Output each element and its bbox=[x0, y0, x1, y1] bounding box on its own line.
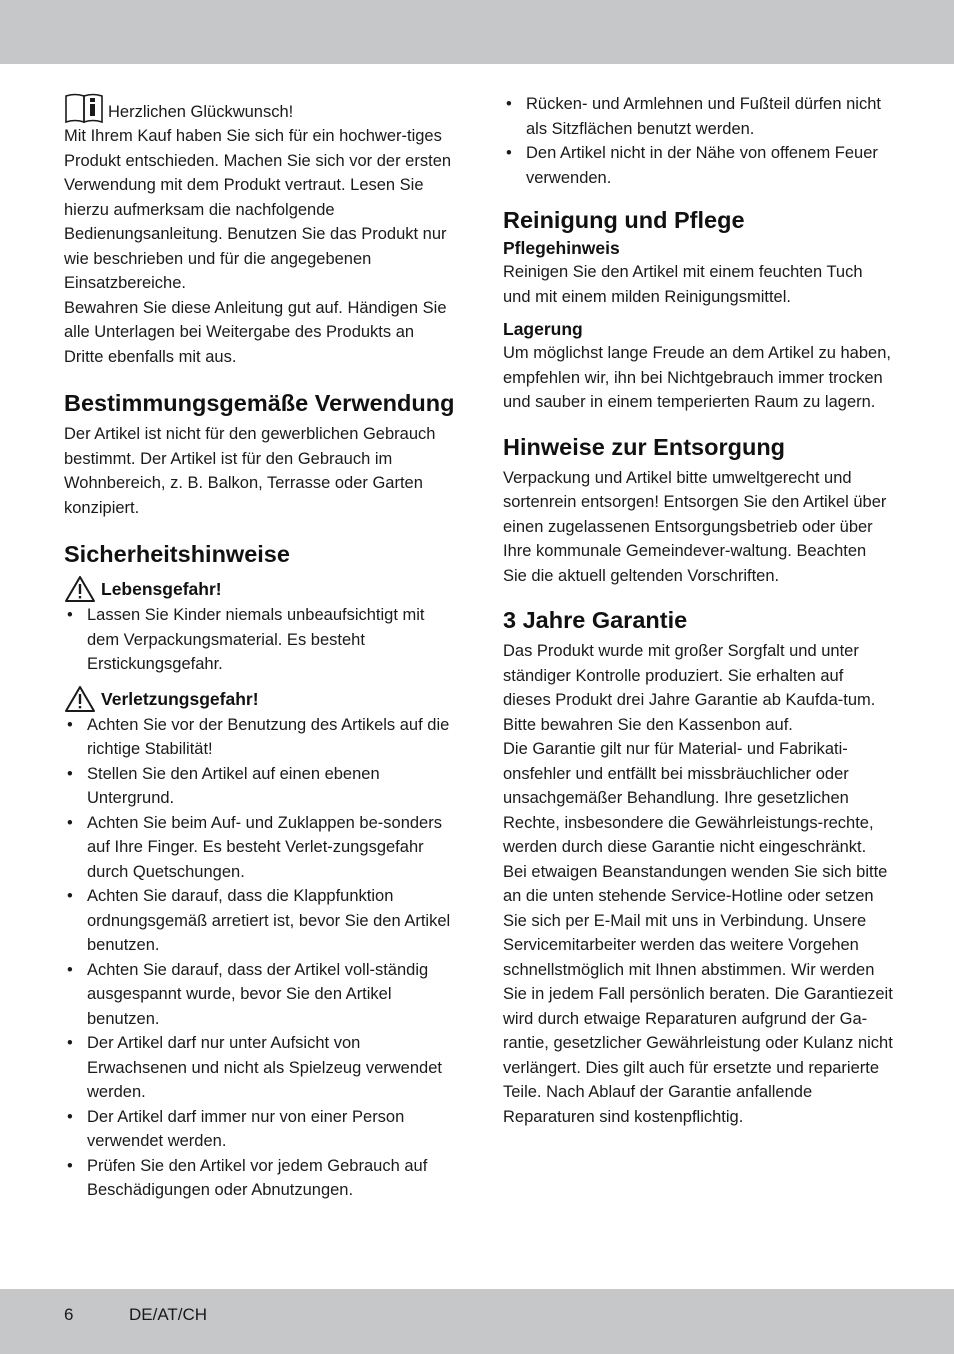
care-section bbox=[503, 204, 893, 415]
danger-title-life: Lebensgefahr! bbox=[101, 579, 222, 599]
list-item: • Prüfen Sie den Artikel vor jedem Gebrauch auf Beschädigungen oder Abnutzungen. bbox=[64, 1154, 456, 1203]
danger-heading-life bbox=[64, 575, 456, 603]
list-item: • Stellen Sie den Artikel auf einen ebenen Untergrund. bbox=[64, 762, 456, 811]
danger-heading-injury bbox=[64, 685, 456, 713]
manual-info-icon bbox=[64, 92, 106, 124]
disposal-section bbox=[503, 431, 893, 589]
danger-list-injury bbox=[64, 713, 456, 1203]
page-number: 6 bbox=[64, 1305, 74, 1324]
warning-triangle-icon bbox=[64, 685, 96, 713]
danger-title-injury: Verletzungsgefahr! bbox=[101, 688, 259, 709]
care-heading: Reinigung und Pflege bbox=[503, 207, 745, 233]
right-column bbox=[503, 92, 893, 1129]
list-item: • Achten Sie darauf, dass die Klappfunktion ordnungsgemäß arretiert ist, bevor Sie den Artikel benutzen. bbox=[64, 884, 456, 958]
storage-text: Um möglichst lange Freude an dem Artikel zu haben, empfehlen wir, ihn bei Nichtgebrauch immer trocken und sauber in einem temperierten Raum zu lagern. bbox=[503, 344, 891, 411]
intro-paragraph-1: Mit Ihrem Kauf haben Sie sich für ein hochwer-tiges Produkt entschieden. Machen Sie sich vor der ersten Verwendung mit dem Produkt vertraut. Lesen Sie hierzu aufmerksam die nachfolgende Bedienungsanleitung. Benutzen Sie das Produkt nur wie beschrieben und für die angegebenen Einsatzbereiche. bbox=[64, 127, 452, 292]
warranty-section bbox=[503, 604, 893, 1129]
footer-bar bbox=[0, 1289, 954, 1354]
intro-heading bbox=[64, 92, 456, 124]
usage-section bbox=[64, 387, 456, 520]
usage-heading: Bestimmungsgemäße Verwendung bbox=[64, 390, 455, 416]
usage-text: Der Artikel ist nicht für den gewerblichen Gebrauch bestimmt. Der Artikel ist für den Gebrauch im Wohnbereich, z. B. Balkon, Terrasse oder Garten konzipiert. bbox=[64, 425, 436, 517]
disposal-text: Verpackung und Artikel bitte umweltgerecht und sortenrein entsorgen! Entsorgen Sie den Artikel über einen zugelassenen Entsorgungsbetrieb oder über Ihre kommunale Gemeindever-waltung. Beachten Sie die aktuell geltenden Vorschriften. bbox=[503, 468, 887, 585]
intro-paragraph-2: Bewahren Sie diese Anleitung gut auf. Händigen Sie alle Unterlagen bei Weitergabe des Produkts an Dritte ebenfalls mit aus. bbox=[64, 298, 447, 366]
warranty-heading: 3 Jahre Garantie bbox=[503, 607, 688, 633]
continued-safety-list bbox=[503, 92, 893, 190]
care-text: Reinigen Sie den Artikel mit einem feuchten Tuch und mit einem milden Reinigungsmittel. bbox=[503, 263, 863, 306]
left-column bbox=[64, 92, 456, 1203]
safety-section bbox=[64, 538, 456, 1203]
danger-list-life bbox=[64, 603, 456, 677]
list-item: • Der Artikel darf nur unter Aufsicht von Erwachsenen und nicht als Spielzeug verwendet werden. bbox=[64, 1031, 456, 1105]
warranty-paragraph-1: Das Produkt wurde mit großer Sorgfalt und unter ständiger Kontrolle produziert. Sie erhalten auf dieses Produkt drei Jahre Garantie ab Kaufda-tum. Bitte bewahren Sie den Kassenbon auf. bbox=[503, 642, 876, 734]
intro-title: Herzlichen Glückwunsch! bbox=[108, 102, 294, 121]
warning-triangle-icon bbox=[64, 575, 96, 603]
list-item: • Achten Sie vor der Benutzung des Artikels auf die richtige Stabilität! bbox=[64, 713, 456, 762]
list-item: • Achten Sie beim Auf- und Zuklappen be-sonders auf Ihre Finger. Es besteht Verlet-zungsgefahr durch Quetschungen. bbox=[64, 811, 456, 885]
disposal-heading: Hinweise zur Entsorgung bbox=[503, 433, 786, 460]
list-item: • Der Artikel darf immer nur von einer Person verwendet werden. bbox=[64, 1105, 456, 1154]
warranty-paragraph-2: Die Garantie gilt nur für Material- und Fabrikati-onsfehler und entfällt bei missbräuchlicher oder unsachgemäßer Behandlung. Ihre gesetzlichen Rechte, insbesondere die Gewährleistungs-rechte, werden durch diese Garantie nicht eingeschränkt. Bei etwaigen Beanstandungen wenden Sie sich bitte an die unten stehende Service-Hotline oder setzen Sie sich per E-Mail mit uns in Verbindung. Unsere Servicemitarbeiter werden das weitere Vorgehen schnellstmöglich mit Ihnen abstimmen. Wir werden Sie in jedem Fall persönlich beraten. Die Garantiezeit wird durch etwaige Reparaturen aufgrund der Ga-rantie, gesetzlicher Gewährleistung oder Kulanz nicht verlängert. Dies gilt auch für ersetzte und reparierte Teile. Nach Ablauf der Garantie anfallende Reparaturen sind kostenpflichtig. bbox=[503, 740, 893, 1126]
list-item: • Lassen Sie Kinder niemals unbeaufsichtigt mit dem Verpackungsmaterial. Es besteht Erstickungsgefahr. bbox=[64, 603, 456, 677]
language-code: DE/AT/CH bbox=[129, 1305, 208, 1324]
list-item: • Rücken- und Armlehnen und Fußteil dürfen nicht als Sitzflächen benutzt werden. bbox=[503, 92, 893, 141]
list-item: • Achten Sie darauf, dass der Artikel voll-ständig ausgespannt wurde, bevor Sie den Artikel benutzen. bbox=[64, 958, 456, 1032]
list-item: • Den Artikel nicht in der Nähe von offenem Feuer verwenden. bbox=[503, 141, 893, 190]
header-bar bbox=[0, 0, 954, 64]
care-subheading: Pflegehinweis bbox=[503, 238, 620, 258]
safety-heading: Sicherheitshinweise bbox=[64, 541, 290, 567]
storage-subheading: Lagerung bbox=[503, 319, 583, 339]
